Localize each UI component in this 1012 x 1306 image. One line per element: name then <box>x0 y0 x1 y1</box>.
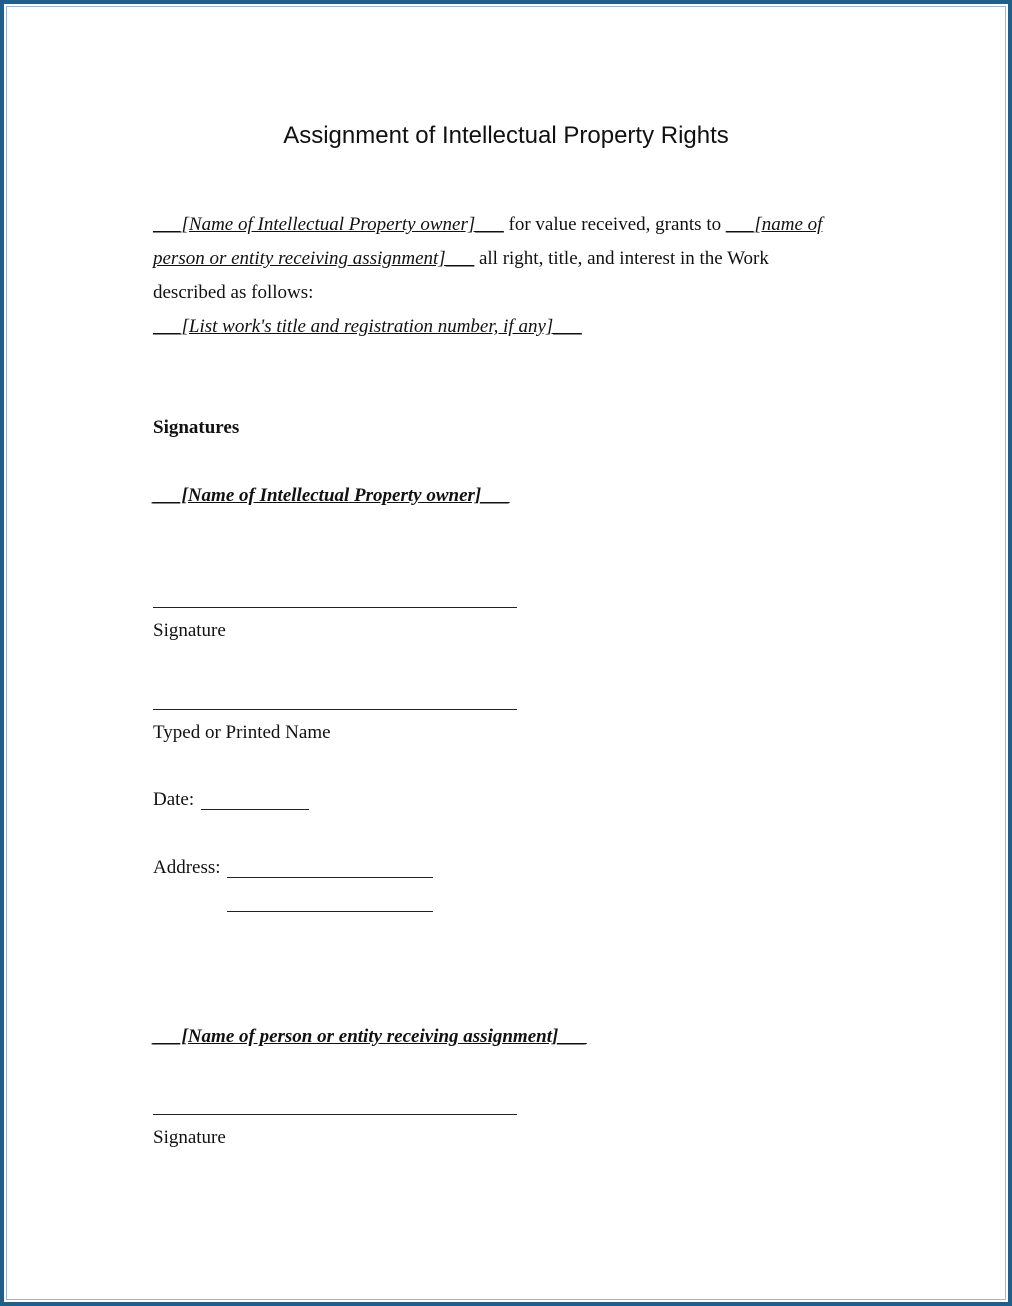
owner-date-line[interactable] <box>201 809 309 810</box>
owner-name-placeholder: ___[Name of Intellectual Property owner]___ <box>153 214 504 235</box>
recipient-block-name <box>153 1026 587 1048</box>
recipient-signature-line[interactable] <box>153 1114 517 1115</box>
body-text-grants: for value received, grants to <box>503 214 726 235</box>
owner-address-line-1[interactable] <box>227 877 433 878</box>
owner-block-name <box>153 485 510 507</box>
body-line-4 <box>153 316 582 338</box>
body-line-1 <box>153 214 822 236</box>
body-line-3: described as follows: <box>153 282 314 303</box>
document-title: Assignment of Intellectual Property Rights <box>283 122 729 149</box>
signatures-heading: Signatures <box>153 417 240 438</box>
recipient-name-placeholder-end: person or entity receiving assignment]___ <box>153 248 475 269</box>
owner-block-name-placeholder: ___[Name of Intellectual Property owner]___ <box>153 485 510 506</box>
work-title-placeholder: ___[List work's title and registration number, if any]___ <box>153 316 582 337</box>
owner-signature-label: Signature <box>153 620 226 641</box>
body-text-rights: all right, title, and interest in the Work <box>474 248 769 269</box>
owner-address-label: Address: <box>153 857 221 878</box>
recipient-block-name-placeholder: ___[Name of person or entity receiving assignment]___ <box>153 1026 587 1047</box>
recipient-name-placeholder-start: ___[name of <box>725 214 823 235</box>
body-line-2 <box>153 248 769 270</box>
owner-typed-name-line[interactable] <box>153 709 517 710</box>
owner-address-line-2[interactable] <box>227 911 433 912</box>
owner-typed-name-label: Typed or Printed Name <box>153 722 331 743</box>
owner-signature-line[interactable] <box>153 607 517 608</box>
recipient-signature-label: Signature <box>153 1127 226 1148</box>
owner-date-label: Date: <box>153 789 195 810</box>
